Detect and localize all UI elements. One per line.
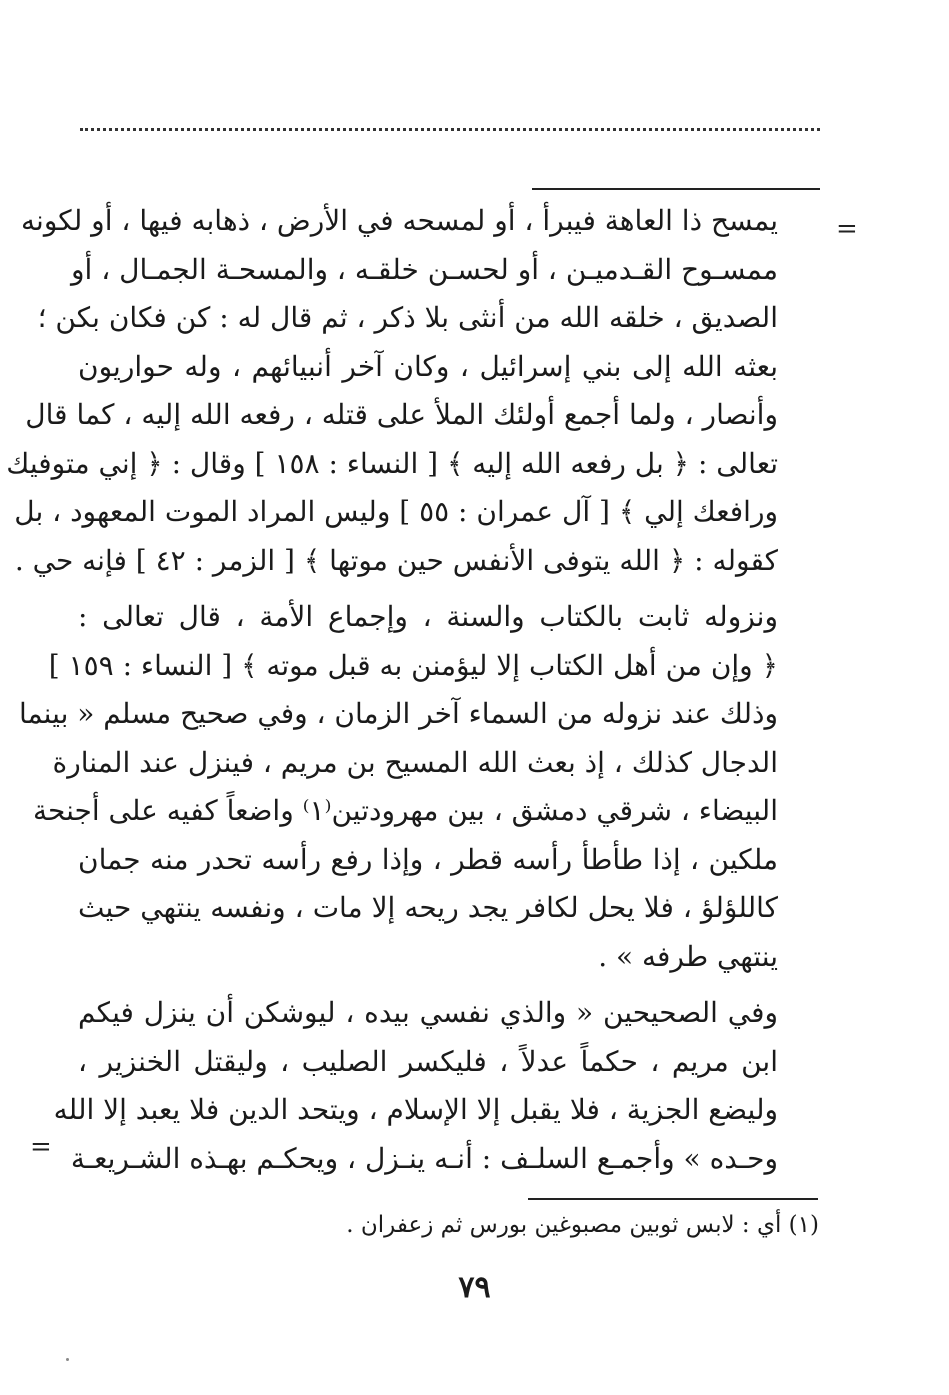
text-line: ينتهي طرفه » . (598, 939, 778, 973)
text-line: كقوله : ﴿ الله يتوفى الأنفس حين موتها ﴾ [ الزمر : ٤٢ ] فإنه حي . (14, 543, 778, 577)
continuation-mark-bottom: = (30, 1132, 52, 1162)
continuation-mark-top: = (836, 214, 858, 244)
text-line: ﴿ وإن من أهل الكتاب إلا ليؤمنن به قبل موته ﴾ [ النساء : ١٥٩ ] (48, 648, 778, 682)
paragraph-3 (53, 989, 778, 1183)
header-dotted-rule (80, 128, 820, 131)
text-line: ورافعك إلي ﴾ [ آل عمران : ٥٥ ] وليس المراد الموت المعهود ، بل (14, 495, 778, 528)
header-rule (532, 188, 820, 190)
paragraph-gap (78, 585, 778, 593)
text-line: وليضع الجزية ، فلا يقبل إلا الإسلام ، ويتحد الدين فلا يعبد إلا الله (53, 1093, 778, 1126)
text-line: وحـده » وأجمـع السلـف : أنـه ينـزل ، ويحكـم بهـذه الشـريعـة (70, 1141, 778, 1175)
paragraph-2 (18, 593, 778, 981)
text-line: ابن مريم ، حكماً عدلاً ، فليكسر الصليب ، وليقتل الخنزير ، (78, 1044, 778, 1078)
text-line: وأنصار ، ولما أجمع أولئك الملأ على قتله ، رفعه الله إليه ، كما قال (25, 398, 778, 431)
text-line: الصديق ، خلقه الله من أنثى بلا ذكر ، ثم قال له : كن فكان بكن ؛ (37, 301, 778, 334)
footnote: (١) أي : لابس ثوبين مصبوغين بورس ثم زعفران . (346, 1212, 819, 1238)
text-line: ملكين ، إذا طأطأ رأسه قطر ، وإذا رفع رأسه تحدر منه جمان (78, 842, 778, 876)
text-line: بعثه الله إلى بني إسرائيل ، وكان آخر أنبيائهم ، وله حواريون (78, 349, 778, 383)
text-line: الدجال كذلك ، إذ بعث الله المسيح بن مريم ، فينزل عند المنارة (52, 745, 778, 779)
main-text (6, 197, 778, 1183)
page-number: ٧٩ (458, 1270, 491, 1305)
footnote-rule (528, 1198, 818, 1200)
text-line: يمسح ذا العاهة فيبرأ ، أو لمسحه في الأرض ، ذهابه فيها ، أو لكونه (21, 204, 778, 237)
text-line: ونزوله ثابت بالكتاب والسنة ، وإجماع الأمة ، قال تعالى : (78, 600, 778, 633)
text-line: وفي الصحيحين « والذي نفسي بيده ، ليوشكن أن ينزل فيكم (78, 996, 778, 1029)
paragraph-1 (6, 197, 778, 585)
paragraph-gap (78, 981, 778, 989)
text-line: البيضاء ، شرقي دمشق ، بين مهرودتين⁽١⁾ واضعاً كفيه على أجنحة (33, 794, 778, 827)
text-line: وذلك عند نزوله من السماء آخر الزمان ، وفي صحيح مسلم « بينما (18, 697, 778, 730)
scan-speck (66, 1358, 69, 1361)
text-line: كاللؤلؤ ، فلا يحل لكافر يجد ريحه إلا مات ، ونفسه ينتهي حيث (78, 891, 778, 924)
text-line: تعالى : ﴿ بل رفعه الله إليه ﴾ [ النساء : ١٥٨ ] وقال : ﴿ إني متوفيك (6, 446, 778, 480)
text-line: ممسـوح القـدميـن ، أو لحسـن خلقـه ، والمسحـة الجمـال ، أو (71, 252, 778, 286)
